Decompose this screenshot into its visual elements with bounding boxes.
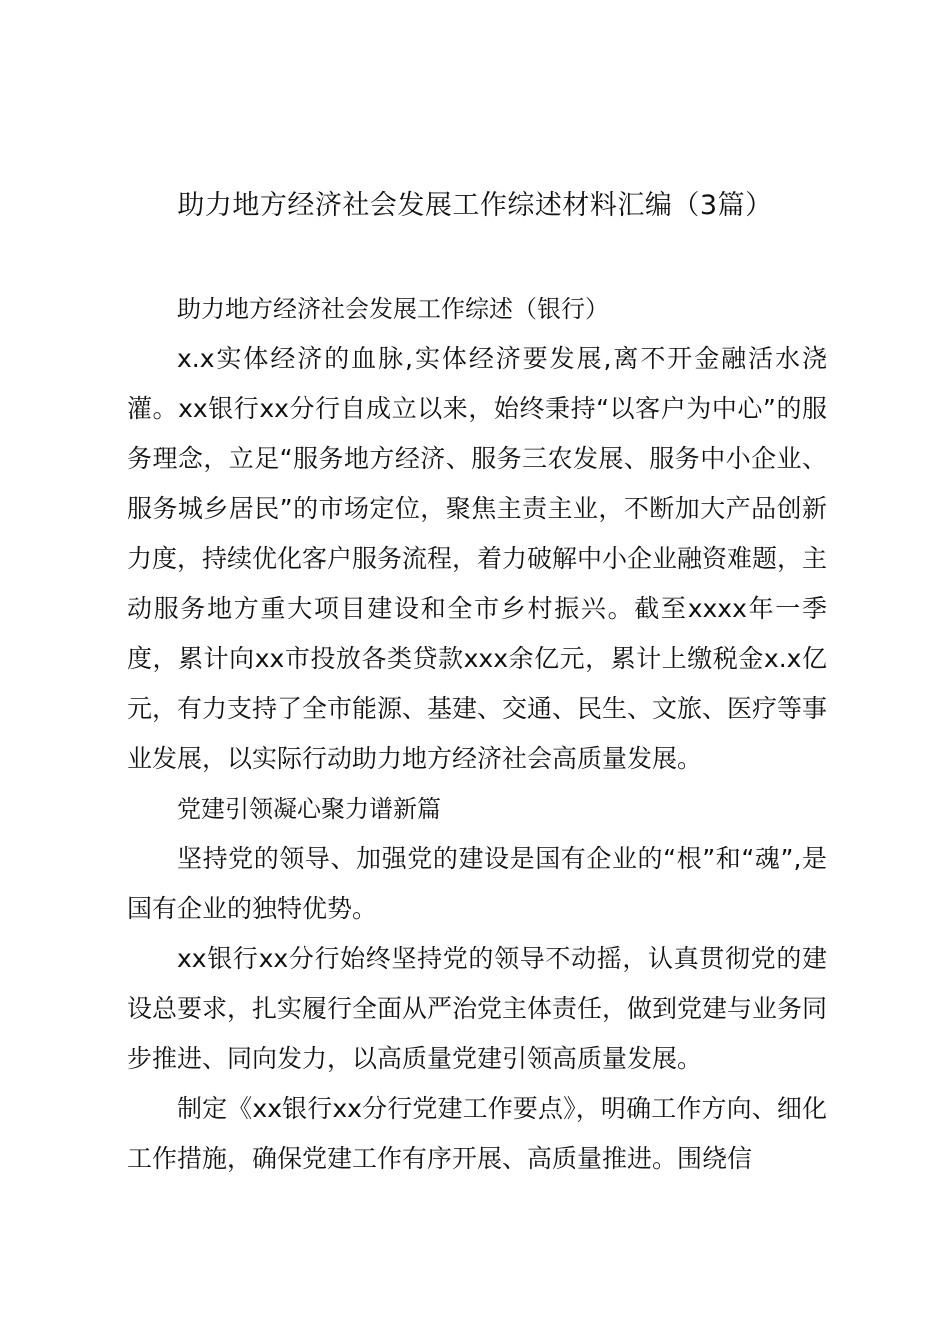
- section-heading: 党建引领凝心聚力谱新篇: [177, 795, 441, 823]
- body-paragraph: 坚持党的领导、加强党的建设是国有企业的“根”和“魂”,是国有企业的独特优势。: [127, 844, 827, 923]
- body-paragraph: xx银行xx分行始终坚持党的领导不动摇，认真贯彻党的建设总要求，扎实履行全面从严治党主体责任，做到党建与业务同步推进、同向发力，以高质量党建引领高质量发展。: [127, 944, 828, 1073]
- document-title: 助力地方经济社会发展工作综述材料汇编（3篇）: [177, 190, 773, 221]
- section-heading: 助力地方经济社会发展工作综述（银行）: [177, 295, 609, 323]
- body-paragraph: 制定《xx银行xx分行党建工作要点》，明确工作方向、细化工作措施，确保党建工作有序开展、高质量推进。围绕信: [127, 1094, 827, 1173]
- body-paragraph: x.x实体经济的血脉,实体经济要发展,离不开金融活水浇灌。xx银行xx分行自成立以来，始终秉持“以客户为中心”的服务理念，立足“服务地方经济、服务三农发展、服务中小企业、服务城乡居民”的市场定位，聚焦主责主业，不断加大产品创新力度，持续优化客户服务流程，着力破解中小企业融资难题，主动服务地方重大项目建设和全市乡村振兴。截至xxxx年一季度，累计向xx市投放各类贷款xxx余亿元，累计上缴税金x.x亿元，有力支持了全市能源、基建、交通、民生、文旅、医疗等事业发展，以实际行动助力地方经济社会高质量发展。: [127, 344, 828, 773]
- document-body: [127, 284, 827, 1184]
